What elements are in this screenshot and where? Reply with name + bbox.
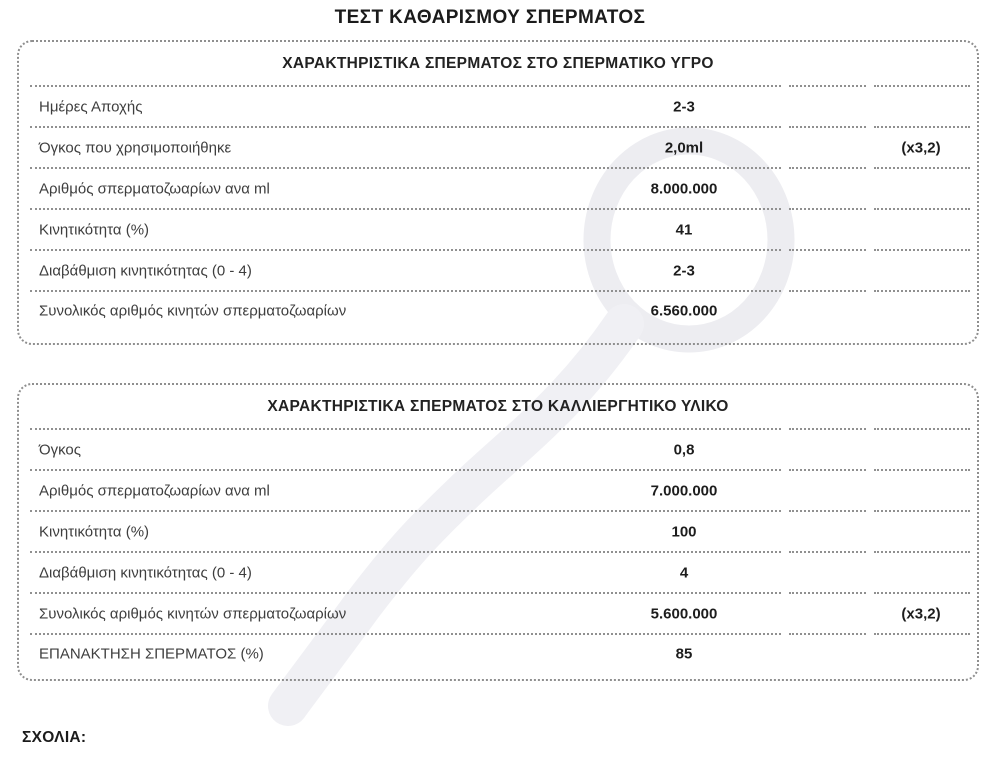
row-label: Διαβάθμιση κινητικότητας (0 - 4): [39, 564, 252, 581]
row-label: Κινητικότητα (%): [39, 221, 150, 238]
table-header-row: [19, 385, 977, 429]
page-title: ΤΕΣΤ ΚΑΘΑΡΙΣΜΟΥ ΣΠΕΡΜΑΤΟΣ: [334, 7, 646, 28]
table-header-row: [19, 42, 977, 86]
row-value: 2,0ml: [664, 139, 704, 156]
table-row: [19, 511, 977, 552]
table-header-title: ΧΑΡΑΚΤΗΡΙΣΤΙΚΑ ΣΠΕΡΜΑΤΟΣ ΣΤΟ ΚΑΛΛΙΕΡΓΗΤΙΚΟ ΥΛΙΚΟ: [267, 398, 729, 415]
row-extra: (x3,2): [901, 605, 941, 622]
row-value: 5.600.000: [650, 605, 718, 622]
row-label: ΕΠΑΝΑΚΤΗΣΗ ΣΠΕΡΜΑΤΟΣ (%): [39, 645, 264, 663]
row-label: Αριθμός σπερματοζωαρίων ανα ml: [39, 482, 270, 499]
table-row: [19, 429, 977, 470]
comments-label: ΣΧΟΛΙΑ:: [22, 729, 87, 746]
table-seminal-fluid: [17, 40, 979, 345]
table-row: [19, 168, 977, 209]
row-value: 4: [679, 564, 689, 581]
row-label: Όγκος: [39, 441, 82, 458]
row-value: 41: [675, 221, 693, 238]
table-header-title: ΧΑΡΑΚΤΗΡΙΣΤΙΚΑ ΣΠΕΡΜΑΤΟΣ ΣΤΟ ΣΠΕΡΜΑΤΙΚΟ ΥΓΡΟ: [282, 55, 714, 72]
row-label: Κινητικότητα (%): [39, 523, 150, 540]
row-value: 85: [675, 645, 693, 663]
row-value: 7.000.000: [650, 482, 718, 499]
row-label: Αριθμός σπερματοζωαρίων ανα ml: [39, 180, 270, 197]
table-row: [19, 291, 977, 346]
row-value: 100: [671, 523, 697, 540]
row-label: Συνολικός αριθμός κινητών σπερματοζωαρίων: [39, 302, 347, 320]
row-extra: (x3,2): [901, 139, 941, 156]
table-row: [19, 127, 977, 168]
table-row: [19, 552, 977, 593]
row-label: Διαβάθμιση κινητικότητας (0 - 4): [39, 262, 252, 279]
table-culture-medium: [17, 383, 979, 681]
table-row: [19, 86, 977, 127]
table-row: [19, 593, 977, 634]
row-label: Όγκος που χρησιμοποιήθηκε: [39, 139, 232, 156]
row-value: 2-3: [673, 98, 695, 115]
row-value: 8.000.000: [650, 180, 718, 197]
table-row: [19, 634, 977, 682]
row-value: 0,8: [673, 441, 695, 458]
row-label: Ημέρες Αποχής: [39, 98, 143, 115]
table-row: [19, 209, 977, 250]
table-row: [19, 470, 977, 511]
row-value: 2-3: [673, 262, 695, 279]
row-label: Συνολικός αριθμός κινητών σπερματοζωαρίων: [39, 605, 347, 622]
row-value: 6.560.000: [650, 302, 718, 320]
table-row: [19, 250, 977, 291]
